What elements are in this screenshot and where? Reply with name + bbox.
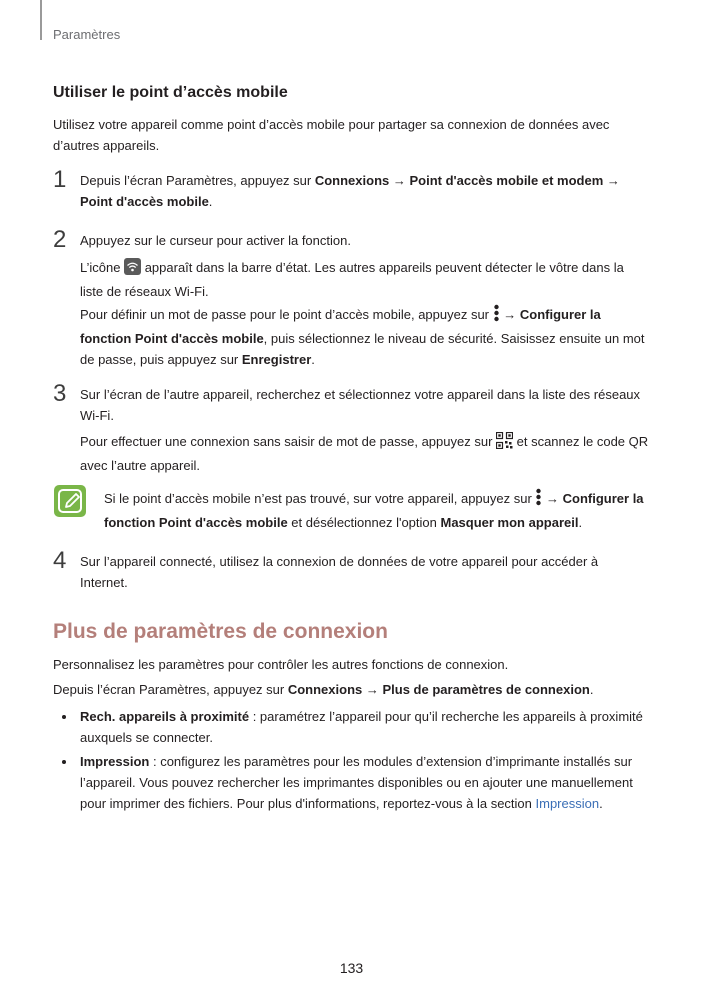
impression-link[interactable]: Impression [535,796,600,811]
step-number-1: 1 [53,166,67,193]
bullet-printing: Impression : configurez les paramètres pour les modules d’extension d’imprimante installés sur l’appareil. Vous pouvez rechercher les imprimantes disponibles ou en ajouter une manuellement pour imprimer des fichiers. Pour plus d'informations, reportez-vous à la section Impression. [80,754,633,811]
more-options-icon [493,304,500,328]
step-2-icon-paragraph: L’icône apparaît dans la barre d’état. Les autres appareils peuvent détecter le vôtre dans la liste de réseaux Wi-Fi. [80,260,624,299]
section-heading: Plus de paramètres de connexion [53,620,388,643]
step-3-qr-paragraph: Pour effectuer une connexion sans saisir de mot de passe, appuyez sur et scannez le code QR avec l’autre appareil. [80,434,649,473]
page-number: 133 [339,960,364,976]
bullet-marker [62,760,66,764]
step-number-2: 2 [53,226,67,253]
section-2-path: Depuis l’écran Paramètres, appuyez sur Connexions → Plus de paramètres de connexion. [53,682,594,697]
bullet-marker [62,715,66,719]
step-2-text: Appuyez sur le curseur pour activer la fonction. [80,233,351,248]
step-4-text: Sur l’appareil connecté, utilisez la connexion de données de votre appareil pour accéder à Internet. [80,554,599,590]
wifi-hotspot-icon [124,258,141,281]
qr-code-icon [496,432,513,455]
note-pencil-icon [54,485,86,517]
running-header: Paramètres [53,27,121,42]
section-title: Utiliser le point d’accès mobile [53,84,288,101]
bullet-nearby-devices: Rech. appareils à proximité : paramétrez l’appareil pour qu’il recherche les appareils à proximité auxquels se connecter. [80,709,643,745]
note-text: Si le point d’accès mobile n’est pas trouvé, sur votre appareil, appuyez sur → Configurer la fonction Point d'accès mobile et désélectionnez l'option Masquer mon appareil. [104,488,664,533]
intro-paragraph: Utilisez votre appareil comme point d’accès mobile pour partager sa connexion de données avec d’autres appareils. [53,117,610,153]
step-2-password-paragraph: Pour définir un mot de passe pour le point d’accès mobile, appuyez sur → Configurer la fonction Point d'accès mobile, puis sélectionnez le niveau de sécurité. Saisissez ensuite un mot de passe, puis appuyez sur Enregistrer. [80,304,660,370]
step-number-4: 4 [53,547,67,574]
header-rule [40,0,42,40]
step-number-3: 3 [53,380,67,407]
step-1-text: Depuis l’écran Paramètres, appuyez sur Connexions → Point d'accès mobile et modem → Point d'accès mobile. [80,173,620,209]
section-2-intro: Personnalisez les paramètres pour contrôler les autres fonctions de connexion. [53,657,509,672]
step-3-text: Sur l’écran de l’autre appareil, recherchez et sélectionnez votre appareil dans la liste des réseaux Wi-Fi. [80,387,641,423]
